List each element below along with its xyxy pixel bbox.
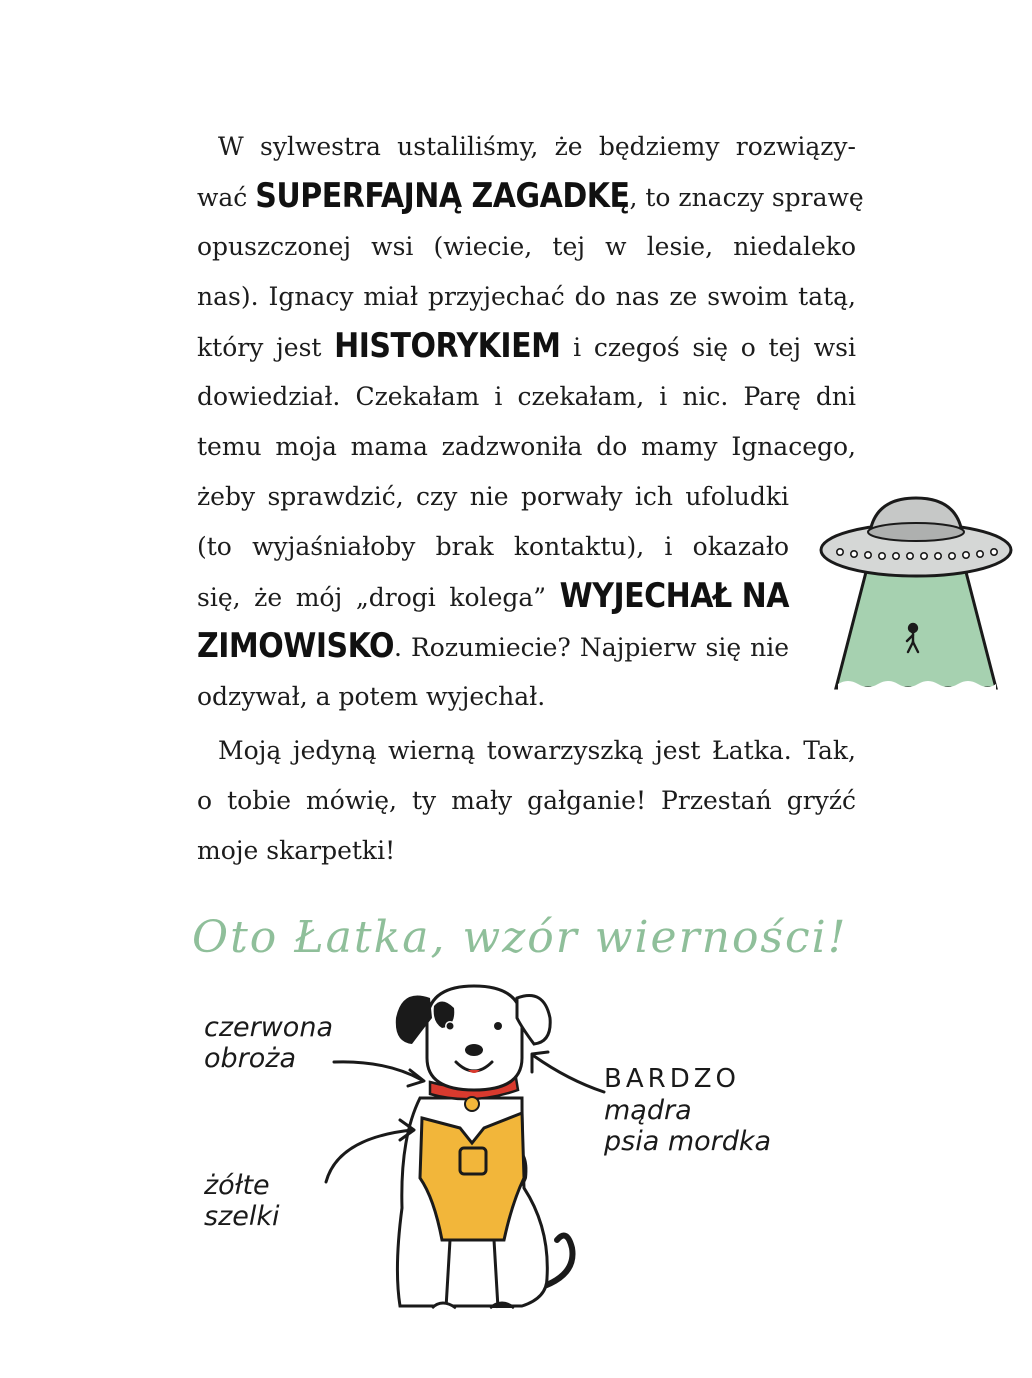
text-line: dowiedział. Czekałam i czekałam, i nic. Parę dni [197,382,856,411]
illustration-heading: Oto Łatka, wzór wierności! [192,912,848,963]
emphasis-text: WYJECHAŁ NA [559,576,789,617]
label-harness: żółte szelki [204,1170,280,1232]
label-face: BARDZO mądra psia mordka [604,1064,772,1157]
text-line: moje skarpetki! [197,836,396,865]
text-line: (to wyjaśniałoby brak kontaktu), i okazało [197,532,789,561]
text-line: ZIMOWISKO. Rozumiecie? Najpierw się nie [197,622,789,672]
text-line: nas). Ignacy miał przyjechać do nas ze swoim tatą, [197,282,856,311]
text-line: odzywał, a potem wyjechał. [197,682,546,711]
text-line: żeby sprawdzić, czy nie porwały ich ufoludki [197,482,789,511]
text-line: W sylwestra ustaliliśmy, że będziemy rozwiązy- [218,132,856,161]
label-collar: czerwona obroża [204,1012,333,1074]
emphasis-text: ZIMOWISKO [197,626,395,667]
arrow-collar [330,1050,440,1100]
text-line: temu moja mama zadzwoniła do mamy Ignacego, [197,432,856,461]
text-line: wać SUPERFAJNĄ ZAGADKĘ, to znaczy sprawę [197,172,856,222]
text-line: Moją jedyną wierną towarzyszką jest Łatka. Tak, [218,736,856,765]
text-line: się, że mój „drogi kolega” WYJECHAŁ NA [197,572,789,622]
emphasis-text: SUPERFAJNĄ ZAGADKĘ [255,176,630,217]
text-line: opuszczonej wsi (wiecie, tej w lesie, niedaleko [197,232,856,261]
arrow-face [520,1040,610,1100]
emphasis-text: HISTORYKIEM [334,326,561,367]
text-line: który jest HISTORYKIEM i czegoś się o tej wsi [197,322,856,372]
ufo-icon [818,492,1018,702]
text-line: o tobie mówię, ty mały gałganie! Przestań gryźć [197,786,856,815]
arrow-harness [318,1118,428,1188]
